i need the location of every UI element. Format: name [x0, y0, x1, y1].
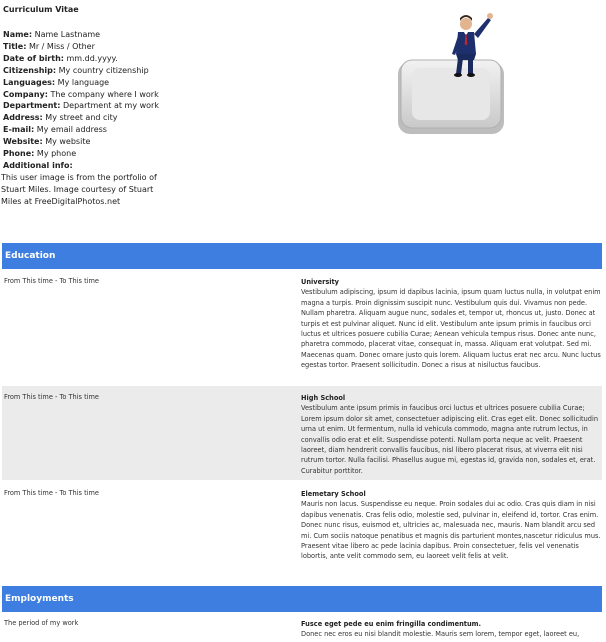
entry-title: High School: [301, 394, 346, 402]
info-label: Citizenship:: [3, 65, 57, 75]
entry-period: From This time - To This time: [4, 489, 99, 497]
info-value: My country citizenship: [58, 65, 149, 75]
info-row-title: [3, 41, 171, 53]
entry-description: [301, 277, 601, 371]
entry-description: [301, 393, 601, 476]
info-label: Address:: [3, 113, 43, 123]
cv-title: Curriculum Vitae: [3, 5, 79, 14]
education-entry-high-school: [2, 386, 602, 480]
entry-text: Mauris non lacus. Suspendisse eu neque. Proin sodales dui ac odio. Cras quis diam in nisi dapibus venenatis. Cras felis odio, molestie sed, pulvinar in, eleifend id, tortor. Cras enim. Donec nunc risus, euismod et, ultricies ac, malesuada nec, mauris. Nam blandit arcu sed mi. Cum sociis natoque penatibus et magnis dis parturient montes,nascetur ridiculus mus. Praesent vitae libero ac pede lacinia dapibus. Proin consectetuer, felis vel venenatis lobortis, ante velit commodo sem, eu laoreet velit felis at velit.: [301, 500, 601, 561]
info-value: My website: [45, 137, 91, 147]
info-value: Mr / Miss / Other: [28, 41, 95, 51]
info-label: Title:: [3, 41, 27, 51]
info-label: Date of birth:: [3, 53, 64, 63]
info-row-citizenship: [3, 65, 171, 77]
entry-title: Fusce eget pede eu enim fringilla condimentum.: [301, 620, 482, 628]
info-value: mm.dd.yyyy.: [66, 53, 118, 63]
info-row-dob: [3, 53, 171, 65]
entry-title: University: [301, 278, 339, 286]
education-entry-university: [2, 270, 602, 384]
info-value: My phone: [36, 149, 77, 159]
info-label: E-mail:: [3, 125, 35, 135]
info-row-address: [3, 112, 171, 124]
entry-text: Vestibulum adipiscing, ipsum id dapibus lacinia, ipsum quam luctus nulla, in volutpat enim magna a turpis. Proin dignissim suscipit nunc. Vestibulum quis dui. Vivamus non pede. Nullam pharetra. Aliquam augue nunc, sodales et, tempor ut, rhoncus ut, justo. Donec at turpis et est pulvinar aliquet. Nunc id elit. Vestibulum ante ipsum primis in faucibus orci luctus et ultrices posuere cubilia Curae; Aenean vehicula tempus risus. Donec ante nunc, pharetra commodo, placerat vitae, consequat in, massa. Aliquam erat volutpat. Sed mi. Maecenas quam. Donec ornare justo quis lorem. Aliquam luctus erat nec arcu. Nunc luctus egestas tortor. Praesent sollicitudin. Donec a risus at nisiluctus faucibus.: [301, 288, 601, 370]
info-value: My email address: [36, 125, 107, 135]
user-photo: [394, 4, 512, 136]
info-row-additional: [3, 160, 171, 172]
personal-info: [3, 29, 171, 208]
info-label: Website:: [3, 137, 43, 147]
info-value: My language: [57, 77, 110, 87]
info-label: Company:: [3, 89, 48, 99]
employment-entry: [2, 613, 602, 642]
entry-text: Vestibulum ante ipsum primis in faucibus orci luctus et ultrices posuere cubilia Curae; Lorem ipsum dolor sit amet, consectetuer adipiscing elit. Cras eget elit. Donec sollicitudin urna ut enim. Ut fermentum, nulla id vehicula commodo, magna ante rutrum lectus, in convallis odio erat et elit. Suspendisse potenti. Nullam porta neque ac velit. Praesent laoreet, diam hendrerit convallis faucibus, nisl libero placerat risus, at viverra elit nisi rutrum tortor. Nulla facilisi. Phasellus augue mi, egestas id, gravida non, sodales et, erat. Curabitur porttitor.: [301, 404, 598, 475]
additional-info-text: This user image is from the portfolio of Stuart Miles. Image courtesy of Stuart Miles at FreeDigitalPhotos.net: [1, 172, 157, 206]
info-row-phone: [3, 148, 171, 160]
info-label: Department:: [3, 101, 61, 111]
entry-period: The period of my work: [4, 619, 79, 627]
entry-period: From This time - To This time: [4, 277, 99, 285]
entry-text: Donec nec eros eu nisi blandit molestie. Mauris sem lorem, tempor eget, laoreet eu,: [301, 630, 580, 639]
info-label: Name:: [3, 30, 33, 39]
info-label: Phone:: [3, 149, 35, 159]
cv-header: [0, 0, 606, 240]
info-row-name: [3, 29, 171, 41]
education-entry-elementary-school: [2, 482, 602, 574]
info-value: Name Lastname: [34, 30, 101, 39]
info-value: Department at my work: [63, 101, 159, 111]
info-value: The company where I work: [50, 89, 159, 99]
info-row-email: [3, 124, 171, 136]
info-value: My street and city: [45, 113, 118, 123]
info-label: Additional info:: [3, 160, 73, 170]
info-label: Languages:: [3, 77, 56, 87]
info-row-department: [3, 100, 171, 112]
info-row-website: [3, 136, 171, 148]
info-row-company: [3, 89, 171, 101]
entry-description: [301, 619, 601, 640]
entry-description: [301, 489, 601, 562]
employments-heading: Employments: [2, 586, 602, 612]
info-row-languages: [3, 77, 171, 89]
entry-title: Elemetary School: [301, 490, 366, 498]
education-heading: Education: [2, 243, 602, 269]
entry-period: From This time - To This time: [4, 393, 99, 401]
